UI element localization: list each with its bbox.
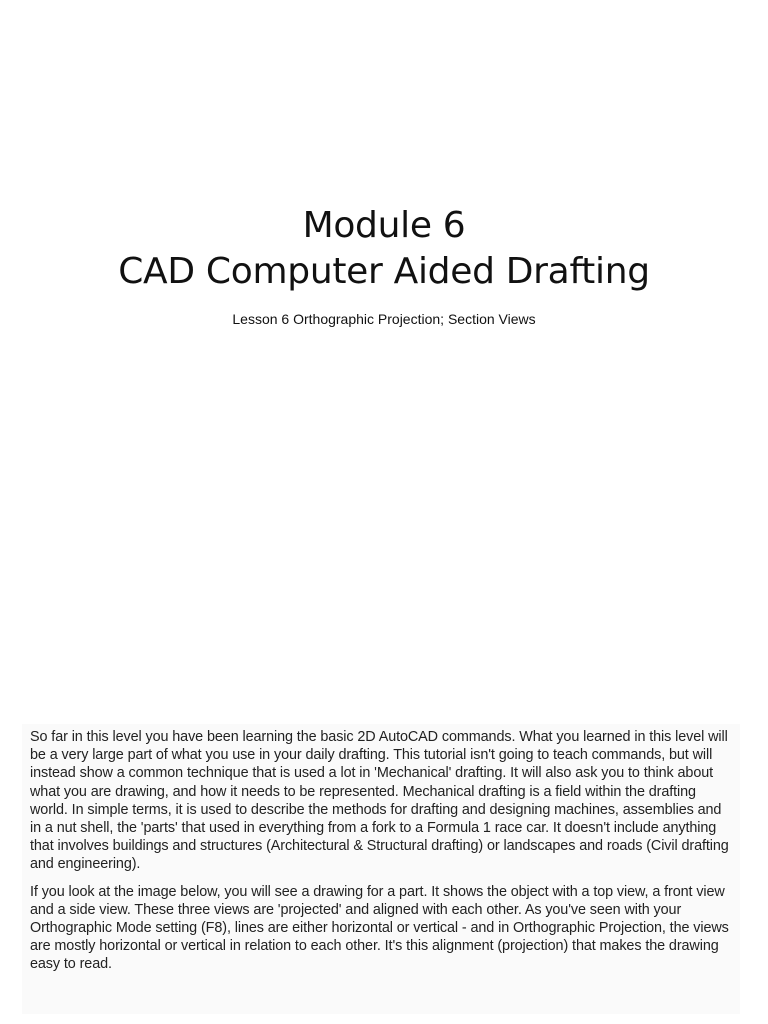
paragraph-projection: If you look at the image below, you will see a drawing for a part. It shows the object with a top view, a front view and a side view. These three views are 'projected' and aligned with each other. As you've seen with your Orthographic Mode setting (F8), lines are either horizontal or vertical - and in Orthographic Projection, the views are mostly horizontal or vertical in relation to each other. It's this alignment (projection) that makes the drawing easy to read.: [30, 883, 729, 973]
slide-subtitle: Lesson 6 Orthographic Projection; Section Views: [232, 311, 536, 327]
paragraph-intro: So far in this level you have been learning the basic 2D AutoCAD commands. What you learned in this level will be a very large part of what you use in your daily drafting. This tutorial isn't going to teach commands, but will instead show a common technique that is used a lot in 'Mechanical' drafting. It will also ask you to think about what you are drawing, and how it needs to be represented. Mechanical drafting is a field within the drafting world. In simple terms, it is used to describe the methods for drafting and designing machines, assemblies and in a nut shell, the 'parts' that used in everything from a fork to a Formula 1 race car. It doesn't include anything that involves buildings and structures (Architectural & Structural drafting) or landscapes and roads (Civil drafting and engineering).: [30, 729, 729, 873]
title-module: Module 6: [302, 205, 466, 246]
title-course: CAD Computer Aided Drafting: [118, 251, 650, 292]
slide-title: [0, 203, 768, 295]
text-excerpt: [22, 724, 740, 1014]
